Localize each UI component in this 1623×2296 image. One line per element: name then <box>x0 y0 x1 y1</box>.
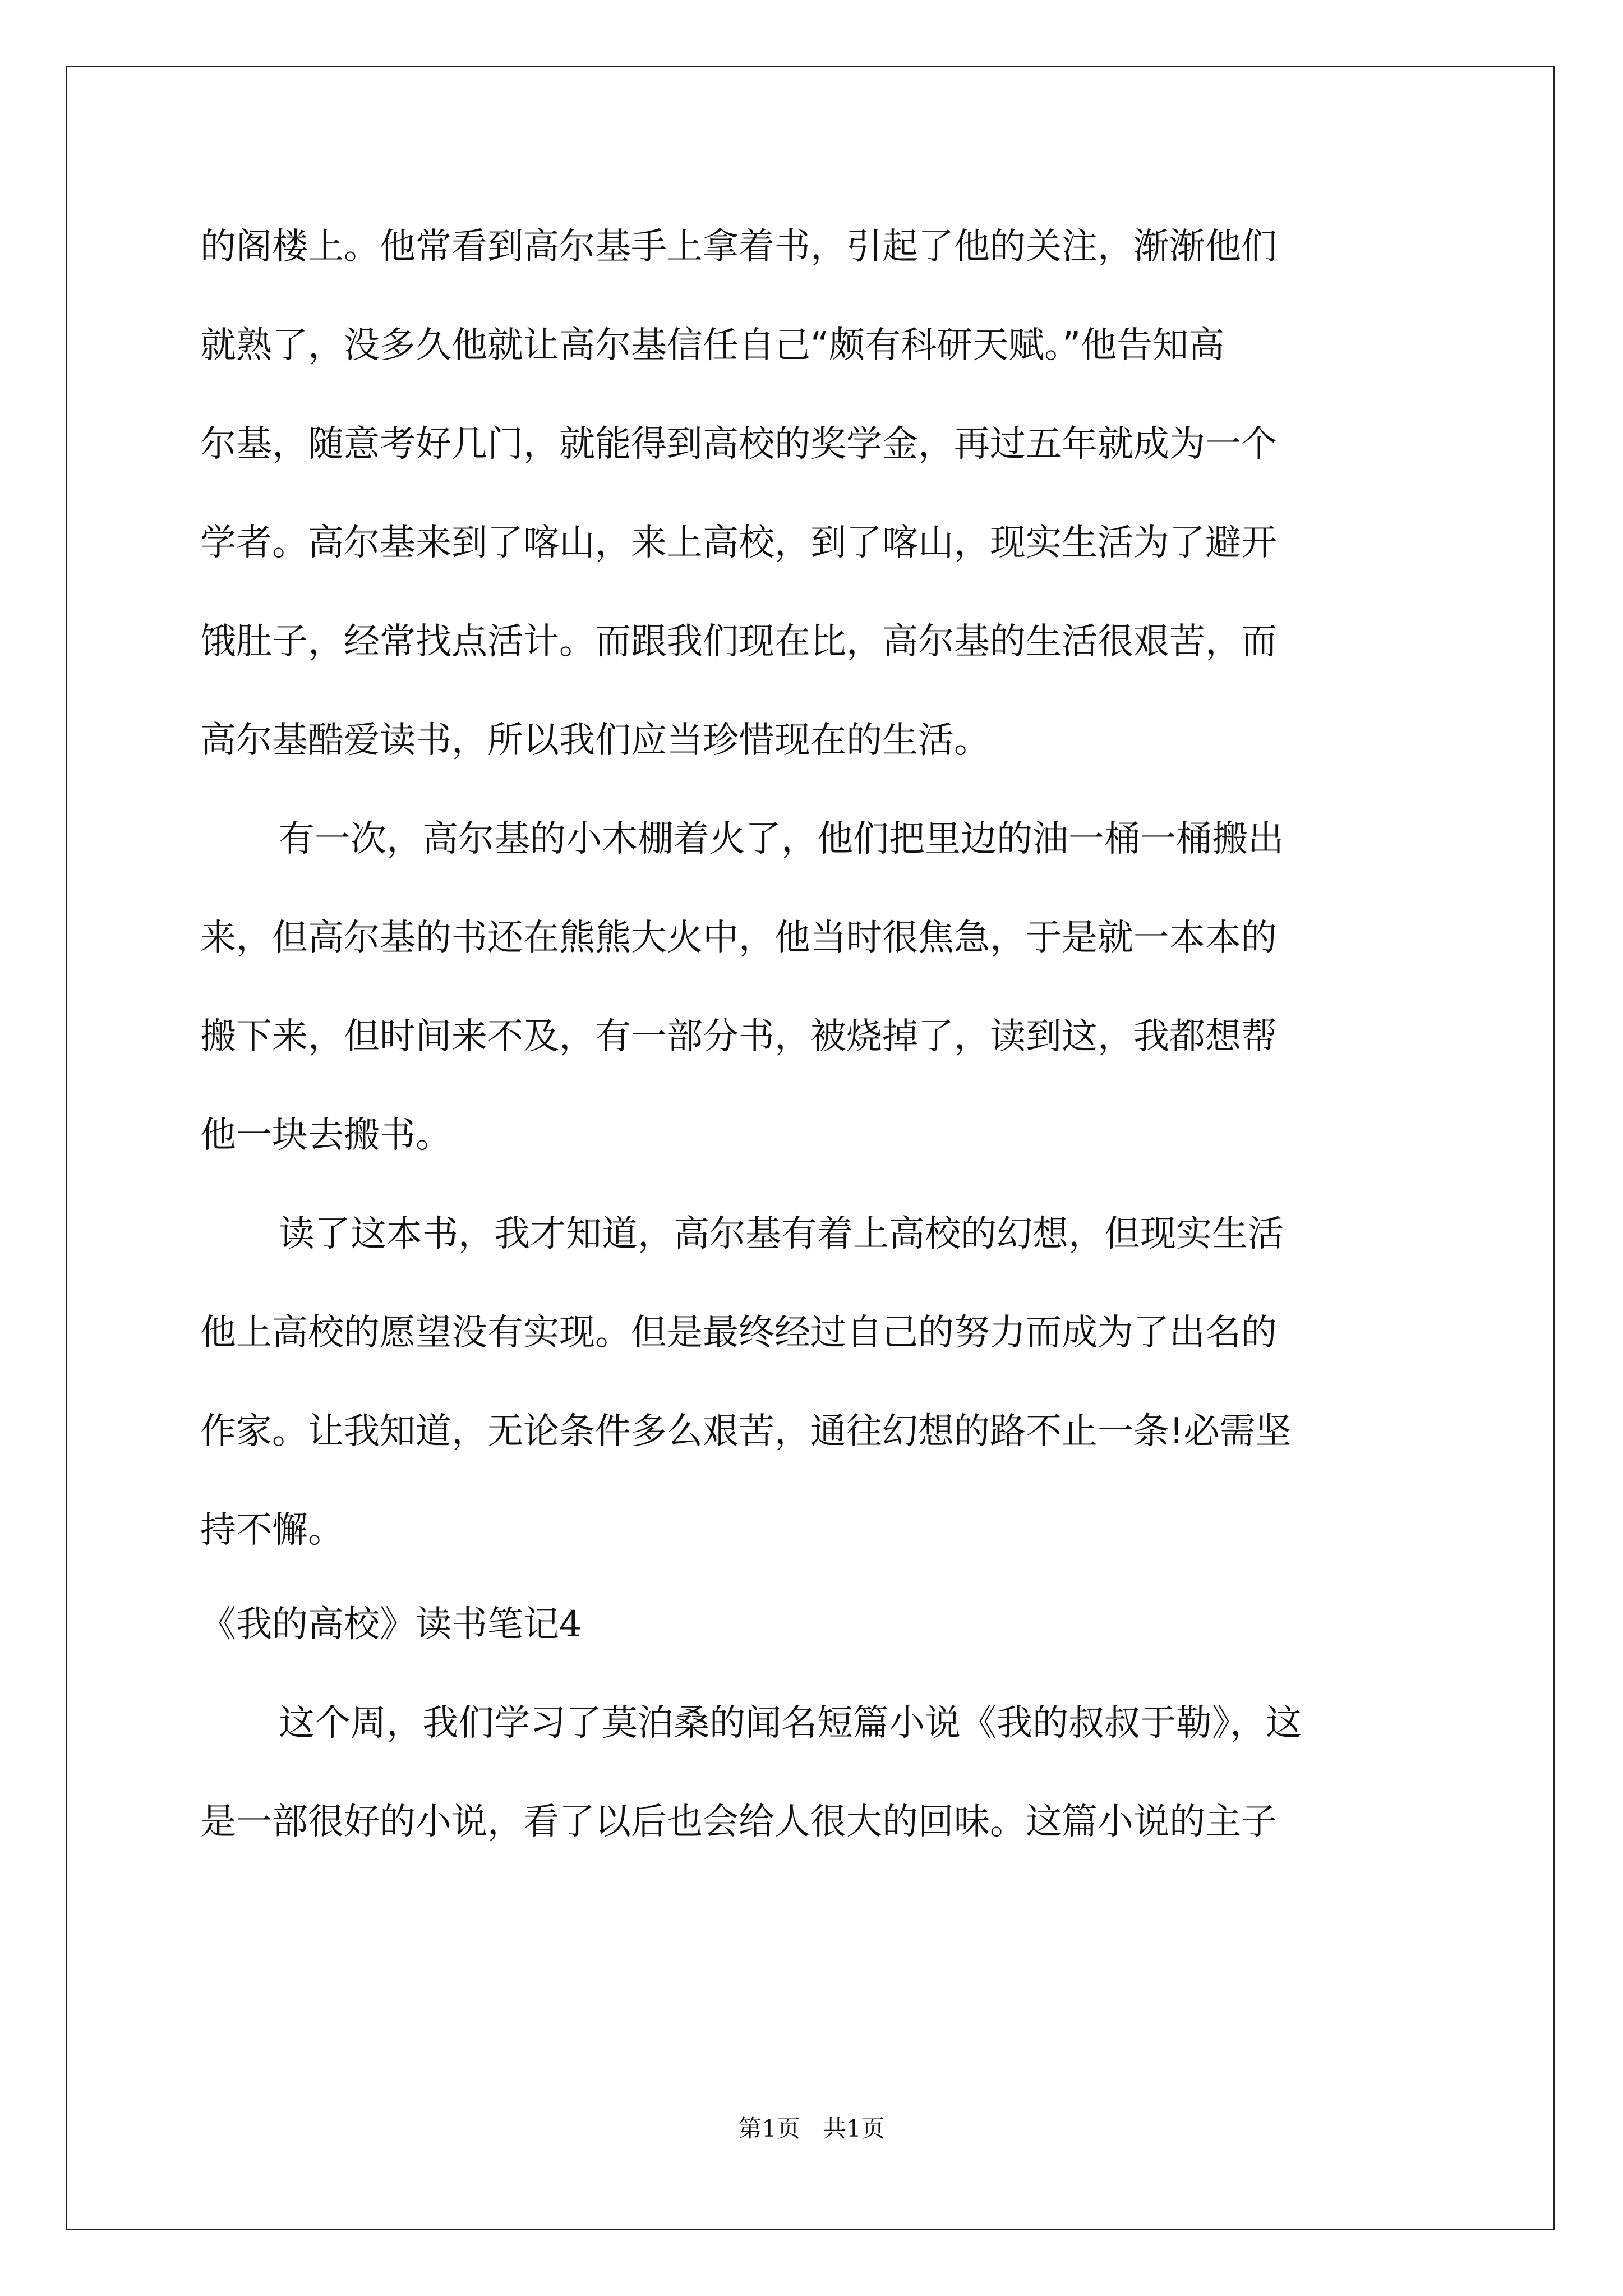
text-line: 搬下来，但时间来不及，有一部分书，被烧掉了，读到这，我都想帮 <box>200 1016 1277 1057</box>
text-line: 的阁楼上。他常看到高尔基手上拿着书，引起了他的关注，渐渐他们 <box>200 226 1277 268</box>
paragraph-first-line: 读了这本书，我才知道，高尔基有着上高校的幻想，但现实生活 <box>279 1213 1284 1255</box>
text-line: 作家。让我知道，无论条件多么艰苦，通往幻想的路不止一条!必需坚 <box>200 1411 1292 1452</box>
page-number-total: 共1页 <box>823 2115 885 2142</box>
text-line: 他上高校的愿望没有实现。但是最终经过自己的努力而成为了出名的 <box>200 1312 1277 1354</box>
text-line: 持不懈。 <box>200 1510 344 1551</box>
section-heading: 《我的高校》读书笔记4 <box>200 1604 582 1645</box>
text-line: 尔基，随意考好几门，就能得到高校的奖学金，再过五年就成为一个 <box>200 424 1277 465</box>
page-number-current: 第1页 <box>738 2115 800 2142</box>
text-line: 学者。高尔基来到了喀山，来上高校，到了喀山，现实生活为了避开 <box>200 522 1277 564</box>
text-line: 饿肚子，经常找点活计。而跟我们现在比，高尔基的生活很艰苦，而 <box>200 621 1277 662</box>
text-line: 是一部很好的小说，看了以后也会给人很大的回味。这篇小说的主子 <box>200 1801 1277 1843</box>
text-line: 就熟了，没多久他就让高尔基信任自己“颇有科研天赋。”他告知高 <box>200 325 1225 366</box>
page-footer <box>0 2115 1623 2143</box>
text-line: 他一块去搬书。 <box>200 1115 451 1156</box>
text-line: 高尔基酷爱读书，所以我们应当珍惜现在的生活。 <box>200 720 990 761</box>
paragraph-first-line: 有一次，高尔基的小木棚着火了，他们把里边的油一桶一桶搬出 <box>279 818 1284 860</box>
text-line: 来，但高尔基的书还在熊熊大火中，他当时很焦急，于是就一本本的 <box>200 917 1277 959</box>
paragraph-first-line: 这个周，我们学习了莫泊桑的闻名短篇小说《我的叔叔于勒》，这 <box>279 1703 1302 1744</box>
